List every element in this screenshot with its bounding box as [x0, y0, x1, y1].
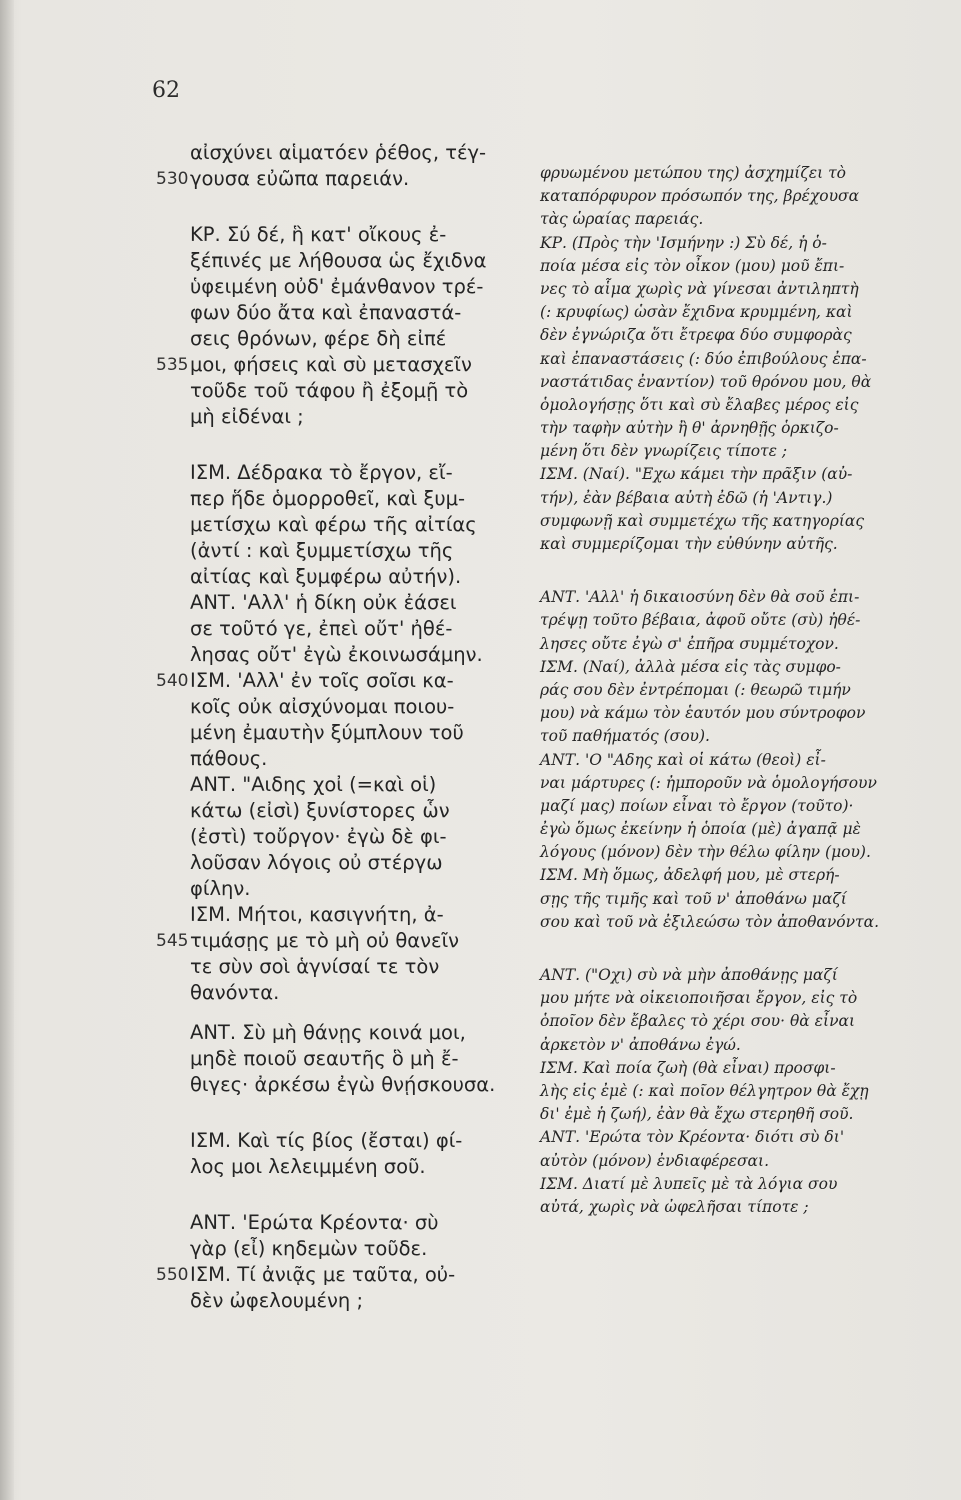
line-text: φρυωμένου μετώπου της) ἀσχημίζει τὸ [540, 164, 847, 182]
translation-line [540, 162, 940, 185]
line-text: ΑΝΤ. 'Αλλ' ἡ δίκη οὐκ ἐάσει [190, 591, 457, 614]
greek-line [190, 538, 530, 564]
line-text: ἀρκετὸν ν' ἀποθάνω ἐγώ. [540, 1035, 741, 1054]
greek-line [190, 1020, 530, 1046]
translation-line [540, 232, 940, 255]
paragraph-gap [190, 1180, 530, 1210]
paragraph-gap [190, 1006, 530, 1020]
greek-line [190, 1072, 530, 1098]
line-text: ναστάτιδας ἐναντίον) τοῦ θρόνου μου, θὰ [540, 372, 872, 391]
page-number: 62 [152, 78, 180, 103]
line-text: μένη ὅτι δὲν γνωρίζεις τίποτε ; [540, 442, 788, 461]
paragraph-gap [190, 1098, 530, 1128]
translation-line [540, 586, 940, 609]
translation-line [540, 394, 940, 417]
greek-line [190, 954, 530, 980]
line-text: ΑΝΤ. Σὺ μὴ θάνῃς κοινά μοι, [190, 1021, 466, 1044]
line-text: ΙΣΜ. Διατί μὲ λυπεῖς μὲ τὰ λόγια σου [540, 1174, 838, 1193]
translation-line [540, 987, 940, 1010]
translation-line [540, 795, 940, 818]
line-text: νες τὸ αἷμα χωρὶς νὰ γίνεσαι ἀντιληπτὴ [540, 279, 859, 298]
greek-line [190, 772, 530, 798]
line-text: λόγους (μόνον) δὲν τὴν θέλω φίλην (μου). [540, 843, 871, 862]
line-text: ΙΣΜ. (Ναί), ἀλλὰ μέσα εἰς τὰς συμφο- [540, 657, 841, 676]
verse-line-number: 545 [156, 931, 189, 951]
translation-line [540, 510, 940, 533]
greek-line [190, 1128, 530, 1154]
line-text: μοι, φήσεις καὶ σὺ μετασχεῖν [190, 353, 472, 376]
line-text: τιμάσῃς με τὸ μὴ οὐ θανεῖν [190, 929, 460, 952]
translation-line [540, 772, 940, 795]
verse-line-number: 535 [156, 355, 189, 375]
translation-column [540, 140, 940, 1219]
line-text: ΙΣΜ. 'Αλλ' ἐν τοῖς σοῖσι κα- [190, 669, 454, 692]
verse-line-number: 550 [156, 1265, 189, 1285]
greek-line [190, 694, 530, 720]
line-text: μένη ἐμαυτὴν ξύμπλουν τοῦ [190, 721, 464, 744]
greek-line [190, 512, 530, 538]
translation-line [540, 1196, 940, 1219]
translation-line [540, 1010, 940, 1033]
greek-line [190, 460, 530, 486]
greek-line [190, 1210, 530, 1236]
line-text: θιγες· ἀρκέσω ἐγὼ θνῄσκουσα. [190, 1073, 496, 1096]
line-text: ναι μάρτυρες (: ἠμποροῦν νὰ ὁμολογήσουν [540, 773, 877, 792]
line-text: τὰς ὡραίας παρειάς. [540, 210, 704, 229]
line-text: συμφωνῇ καὶ συμμετέχω τῆς κατηγορίας [540, 511, 865, 530]
greek-line [190, 824, 530, 850]
greek-line [190, 404, 530, 430]
line-text: τὴν ταφὴν αὐτὴν ἢ θ' ἀρνηθῇς ὁρκιζο- [540, 419, 839, 438]
translation-line [540, 278, 940, 301]
line-text: ΑΝΤ. ("Οχι) σὺ νὰ μὴν ἀποθάνῃς μαζί [540, 966, 838, 984]
greek-line [190, 248, 530, 274]
greek-text-column [156, 140, 530, 1314]
line-text: τοῦ παθήματός (σου). [540, 727, 710, 746]
translation-line [540, 1103, 940, 1126]
line-text: κάτω (εἰσὶ) ξυνίστορες ὧν [190, 799, 450, 822]
translation-line [540, 841, 940, 864]
line-text: ἐγὼ ὅμως ἐκείνην ἡ ὁποία (μὲ) ἀγαπᾷ μὲ [540, 820, 861, 839]
translation-line [540, 348, 940, 371]
translation-line [540, 301, 940, 324]
line-text: μὴ εἰδέναι ; [190, 405, 304, 428]
translation-line [540, 324, 940, 347]
greek-line [190, 616, 530, 642]
line-text: ΙΣΜ. Δέδρακα τὸ ἔργον, εἴ- [190, 461, 453, 484]
line-text: μηδὲ ποιοῦ σεαυτῆς ὃ μὴ ἔ- [190, 1047, 459, 1070]
line-text: ΑΝΤ. "Αιδης χοἰ (=καὶ οἱ) [190, 773, 437, 796]
translation-line [540, 911, 940, 934]
line-text: σου καὶ τοῦ νὰ ἐξιλεώσω τὸν ἀποθανόντα. [540, 912, 880, 931]
line-text: ΑΝΤ. 'Ο "Αδης καὶ οἱ κάτω (θεοὶ) εἶ- [540, 750, 826, 769]
line-text: δὲν ὠφελουμένη ; [190, 1289, 364, 1312]
greek-line [190, 980, 530, 1006]
translation-line [540, 725, 940, 748]
line-text: (: κρυφίως) ὡσὰν ἔχιδνα κρυμμένη, καὶ [540, 303, 853, 322]
line-text: ΑΝΤ. 'Αλλ' ἡ δικαιοσύνη δὲν θὰ σοῦ ἐπι- [540, 588, 860, 607]
line-text: ποία μέσα εἰς τὸν οἶκον (μου) μοῦ ἔπι- [540, 256, 845, 275]
line-text: ὑφειμένη οὐδ' ἐμάνθανον τρέ- [190, 275, 484, 298]
line-text: τε σὺν σοὶ ἁγνίσαί τε τὸν [190, 955, 440, 978]
paragraph-gap [540, 934, 940, 964]
greek-line [156, 928, 530, 954]
line-text: ΑΝΤ. 'Ερώτα τὸν Κρέοντα· διότι σὺ δι' [540, 1128, 845, 1147]
greek-line [190, 564, 530, 590]
line-text: μου) νὰ κάμω τὸν ἑαυτόν μου σύντροφον [540, 704, 866, 723]
line-text: τρέψῃ τοῦτο βέβαια, ἀφοῦ οὔτε (σὺ) ἠθέ- [540, 611, 861, 630]
translation-line [540, 1034, 940, 1057]
line-text: ΙΣΜ. Καὶ ποία ζωὴ (θὰ εἶναι) προσφι- [540, 1058, 836, 1077]
line-text: αὐτὸν (μόνον) ἐνδιαφέρεσαι. [540, 1151, 770, 1170]
line-text: ΙΣΜ. Μὴ ὅμως, ἀδελφή μου, μὲ στερή- [540, 866, 840, 885]
line-text: σεις θρόνων, φέρε δὴ εἰπέ [190, 327, 447, 350]
line-text: φίλην. [190, 877, 251, 900]
greek-line [190, 1046, 530, 1072]
verse-line-number: 540 [156, 671, 189, 691]
line-text: γουσα εὐῶπα παρειάν. [190, 167, 410, 190]
paragraph-gap [190, 192, 530, 222]
line-text: φων δύο ἄτα καὶ ἐπαναστά- [190, 301, 462, 324]
translation-line [540, 749, 940, 772]
verse-line-number: 530 [156, 169, 189, 189]
translation-line [540, 679, 940, 702]
paragraph-gap [540, 140, 940, 162]
line-text: λησες οὔτε ἐγὼ σ' ἐπῆρα συμμέτοχον. [540, 634, 839, 653]
translation-line [540, 371, 940, 394]
line-text: κοῖς οὐκ αἰσχύνομαι ποιου- [190, 695, 455, 718]
greek-line [156, 166, 530, 192]
translation-line [540, 463, 940, 486]
page-binding-edge [0, 0, 14, 1500]
greek-line [190, 486, 530, 512]
greek-line [156, 352, 530, 378]
greek-line [190, 326, 530, 352]
greek-line [190, 876, 530, 902]
line-text: ΚΡ. (Πρὸς τὴν 'Ισμήνην :) Σὺ δέ, ἡ ὁ- [540, 233, 827, 252]
greek-line [190, 798, 530, 824]
greek-line [190, 378, 530, 404]
paragraph-gap [190, 430, 530, 460]
translation-line [540, 1126, 940, 1149]
greek-line [156, 1262, 530, 1288]
line-text: σῃς τῆς τιμῆς καὶ τοῦ ν' ἀποθάνω μαζί [540, 889, 847, 908]
greek-line [190, 642, 530, 668]
line-text: αἰτίας καὶ ξυμφέρω αὐτήν). [190, 565, 462, 588]
line-text: ΙΣΜ. Καὶ τίς βίος (ἔσται) φί- [190, 1129, 463, 1152]
line-text: καὶ συμμερίζομαι τὴν εὐθύνην αὐτῆς. [540, 535, 838, 553]
line-text: λησας οὔτ' ἐγὼ ἐκοινωσάμην. [190, 643, 483, 666]
greek-line [190, 1288, 530, 1314]
translation-line [540, 888, 940, 911]
line-text: ΚΡ. Σύ δέ, ἣ κατ' οἴκους ἐ- [190, 223, 447, 246]
line-text: ὁμολογήσῃς ὅτι καὶ σὺ ἔλαβες μέρος εἰς [540, 395, 859, 414]
line-text: ΑΝΤ. 'Ερώτα Κρέοντα· σὺ [190, 1211, 439, 1234]
greek-line [190, 850, 530, 876]
line-text: μου μήτε νὰ οἰκειοποιῆσαι ἔργον, εἰς τὸ [540, 989, 858, 1008]
line-text: περ ἥδε ὁμορροθεῖ, καὶ ξυμ- [190, 487, 466, 510]
line-text: ΙΣΜ. Μήτοι, κασιγνήτη, ἀ- [190, 903, 444, 926]
translation-line [540, 964, 940, 987]
line-text: πάθους. [190, 747, 268, 770]
line-text: ΙΣΜ. (Ναί). "Εχω κάμει τὴν πρᾶξιν (αὐ- [540, 465, 853, 484]
line-text: καταπόρφυρον πρόσωπόν της, βρέχουσα [540, 187, 860, 206]
greek-line [190, 1236, 530, 1262]
line-text: (ἀντί : καὶ ξυμμετίσχω τῆς [190, 539, 454, 562]
translation-line [540, 208, 940, 231]
translation-line [540, 1173, 940, 1196]
translation-line [540, 1057, 940, 1080]
line-text: μαζί μας) ποίων εἶναι τὸ ἔργον (τοῦτο)· [540, 796, 854, 815]
line-text: ράς σου δὲν ἐντρέπομαι (: θεωρῶ τιμήν [540, 680, 851, 699]
greek-line [190, 902, 530, 928]
line-text: αἰσχύνει αἱματόεν ῥέθος, τέγ- [190, 141, 487, 164]
line-text: λος μοι λελειμμένη σοῦ. [190, 1155, 426, 1178]
translation-line [540, 417, 940, 440]
line-text: γὰρ (εἶ) κηδεμὼν τοῦδε. [190, 1237, 428, 1260]
greek-line [190, 746, 530, 772]
translation-line [540, 609, 940, 632]
greek-line [190, 274, 530, 300]
line-text: αὐτά, χωρὶς νὰ ὠφελῆσαι τίποτε ; [540, 1197, 809, 1216]
line-text: ΙΣΜ. Τί ἀνιᾷς με ταῦτα, οὐ- [190, 1263, 456, 1286]
translation-line [540, 864, 940, 887]
translation-line [540, 533, 940, 556]
line-text: δὲν ἐγνώριζα ὅτι ἔτρεφα δύο συμφορὰς [540, 326, 852, 345]
greek-line [190, 300, 530, 326]
greek-line [190, 720, 530, 746]
translation-line [540, 818, 940, 841]
line-text: θανόντα. [190, 981, 280, 1004]
translation-line [540, 633, 940, 656]
greek-line [190, 590, 530, 616]
paragraph-gap [540, 556, 940, 586]
line-text: λοῦσαν λόγοις οὐ στέργω [190, 851, 443, 874]
greek-line [190, 222, 530, 248]
translation-line [540, 185, 940, 208]
line-text: δι' ἐμὲ ἡ ζωή), ἐὰν θὰ ἔχω στερηθῆ σοῦ. [540, 1105, 854, 1124]
line-text: μετίσχω καὶ φέρω τῆς αἰτίας [190, 513, 477, 536]
greek-line [190, 1154, 530, 1180]
line-text: (ἐστὶ) τοὔργον· ἐγὼ δὲ φι- [190, 825, 447, 848]
line-text: σε τοῦτό γε, ἐπεὶ οὔτ' ἠθέ- [190, 617, 453, 640]
translation-line [540, 1080, 940, 1103]
translation-line [540, 1150, 940, 1173]
line-text: καὶ ἐπαναστάσεις (: δύο ἐπιβούλους ἐπα- [540, 349, 867, 368]
translation-line [540, 440, 940, 463]
translation-line [540, 656, 940, 679]
line-text: ξέπινές με λήθουσα ὡς ἔχιδνα [190, 249, 487, 272]
translation-line [540, 255, 940, 278]
line-text: τήν), ἐὰν βέβαια αὐτὴ ἐδῶ (ἡ 'Αντιγ.) [540, 488, 833, 507]
line-text: ὁποῖον δὲν ἔβαλες τὸ χέρι σου· θὰ εἶναι [540, 1012, 856, 1031]
line-text: τοῦδε τοῦ τάφου ἢ ἐξομῇ τὸ [190, 379, 469, 402]
greek-line [190, 140, 530, 166]
translation-line [540, 702, 940, 725]
line-text: λὴς εἰς ἐμὲ (: καὶ ποῖον θέλγητρον θὰ ἔχῃ [540, 1081, 869, 1100]
translation-line [540, 487, 940, 510]
greek-line [156, 668, 530, 694]
